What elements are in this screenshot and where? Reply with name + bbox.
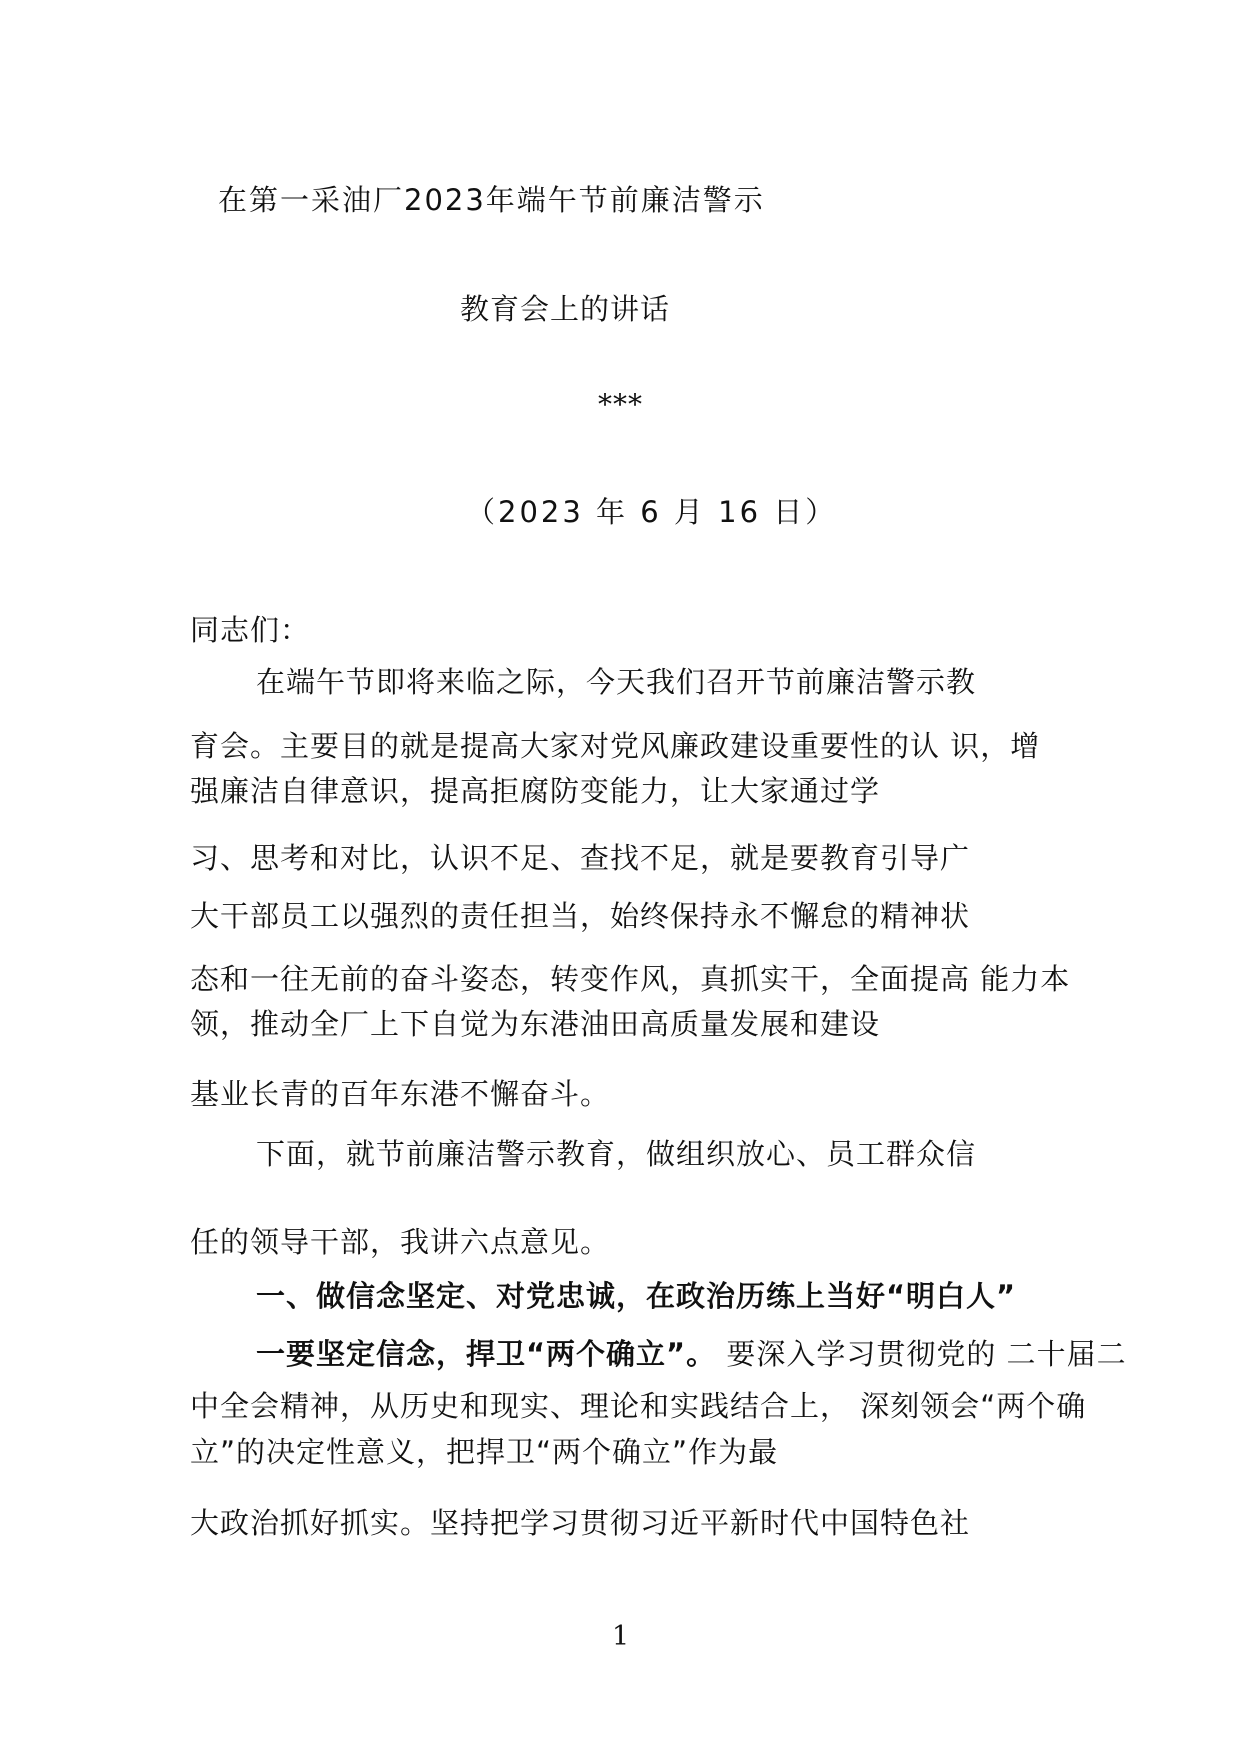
body-line-9: 下面，就节前廉洁警示教育，做组织放心、员工群众信 [256, 1137, 977, 1171]
body-line-10: 任的领导干部，我讲六点意见。 [190, 1225, 611, 1259]
title-line-1: 在第一采油厂2023年端午节前廉洁警示 [218, 183, 765, 217]
body-line-7: 领，推动全厂上下自觉为东港油田高质量发展和建设 [190, 1007, 881, 1041]
page-number: 1 [612, 1621, 630, 1652]
subheading-1: 一要坚定信念，捍卫“两个确立”。 [256, 1337, 717, 1371]
body-line-6: 态和一往无前的奋斗姿态，转变作风，真抓实干，全面提高 能力本 [190, 962, 1071, 996]
speech-date: （2023 年 6 月 16 日） [466, 495, 838, 529]
body-line-3: 强廉洁自律意识，提高拒腐防变能力，让大家通过学 [190, 774, 881, 808]
body-line-15: 大政治抓好抓实。坚持把学习贯彻习近平新时代中国特色社 [190, 1506, 971, 1540]
title-line-2: 教育会上的讲话 [460, 292, 671, 326]
body-line-13: 中全会精神，从历史和现实、理论和实践结合上， 深刻领会“两个确 [190, 1389, 1087, 1423]
salutation: 同志们： [190, 613, 311, 647]
body-line-8: 基业长青的百年东港不懈奋斗。 [190, 1077, 611, 1111]
body-line-12-text: 要深入学习贯彻党的 二十届二 [726, 1337, 1127, 1371]
author: *** [598, 388, 643, 421]
body-line-5: 大干部员工以强烈的责任担当，始终保持永不懈怠的精神状 [190, 899, 971, 933]
body-line-14: 立”的决定性意义，把捍卫“两个确立”作为最 [190, 1435, 779, 1469]
body-line-1: 在端午节即将来临之际，今天我们召开节前廉洁警示教 [256, 665, 977, 699]
body-line-4: 习、思考和对比，认识不足、查找不足，就是要教育引导广 [190, 841, 971, 875]
body-line-2: 育会。主要目的就是提高大家对党风廉政建设重要性的认 识，增 [190, 729, 1041, 763]
body-line-12 [256, 1334, 1127, 1374]
section-heading-1: 一、做信念坚定、对党忠诚，在政治历练上当好“明白人” [256, 1279, 1017, 1313]
